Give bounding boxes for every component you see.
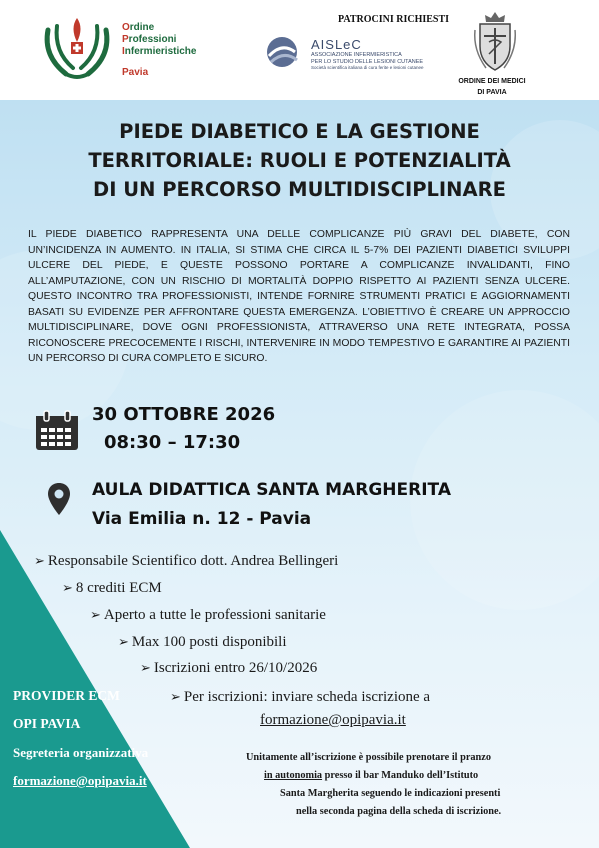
event-venue: AULA DIDATTICA SANTA MARGHERITA	[92, 480, 451, 500]
arrow-bullet-icon: ➢	[34, 553, 45, 568]
provider-name: OPI PAVIA	[13, 716, 81, 731]
ordine-medici-label	[440, 76, 544, 98]
bullet-text: Iscrizioni entro 26/10/2026	[153, 660, 318, 676]
opi-nurse-hands-logo	[40, 12, 114, 82]
title-line-1: PIEDE DIABETICO E LA GESTIONE	[119, 120, 480, 143]
aislec-name: AISLeC	[311, 37, 362, 52]
aislec-subtitle	[311, 52, 431, 72]
lunch-note-line-2-rest: presso il bar Manduko dell’Istituto	[322, 770, 479, 781]
bullet-item	[118, 634, 287, 651]
medical-crest-icon	[472, 10, 518, 74]
provider-secretariat: Segreteria organizzativa	[13, 745, 149, 760]
event-address: Via Emilia n. 12 - Pavia	[92, 509, 312, 529]
opi-line-3: Infermieristiche	[122, 46, 197, 57]
event-title	[20, 117, 579, 204]
aislec-logo-icon	[262, 34, 308, 70]
lunch-note-line-2	[240, 767, 580, 785]
bullet-text: Aperto a tutte le professioni sanitarie	[103, 607, 326, 623]
lunch-note-line-4: nella seconda pagina della scheda di iscrizione.	[296, 806, 502, 817]
opi-text	[122, 22, 196, 79]
ordine-medici-line-2: DI PAVIA	[477, 89, 507, 96]
arrow-bullet-icon: ➢	[140, 660, 151, 675]
title-line-3: DI UN PERCORSO MULTIDISCIPLINARE	[93, 178, 506, 201]
bullet-text: Responsabile Scientifico dott. Andrea Bellingeri	[47, 553, 339, 569]
opi-line-1: Ordine	[122, 22, 155, 33]
location-pin-icon	[47, 482, 71, 516]
aislec-sub-3: Società scientifica italiana di cura ferite e lesioni cutanee	[311, 65, 424, 70]
arrow-bullet-icon: ➢	[170, 689, 181, 704]
provider-title: PROVIDER ECM	[13, 688, 120, 703]
aislec-sub-1: ASSOCIAZIONE INFERMIERISTICA	[311, 52, 402, 58]
bullet-text: 8 crediti ECM	[75, 580, 162, 596]
bullet-text: Max 100 posti disponibili	[131, 634, 287, 650]
event-description: IL PIEDE DIABETICO RAPPRESENTA UNA DELLE COMPLICANZE PIÙ GRAVI DEL DIABETE, CON UN’INCIDENZA IN AUMENTO. IN ITALIA, SI STIMA CHE CIRCA IL 5-7% DEI PAZIENTI DIABETICI SVILUPPI ULCERE DEL PIEDE, E QUESTE POSSONO PORTARE A COMPLICANZE INVALIDANTI, FINO ALL’AMPUTAZIONE, CON UN RISCHIO DI MORTALITÀ DOPPIO RISPETTO AI PAZIENTI SENZA ULCERE. QUESTO INCONTRO TRA PROFESSIONISTI, INTENDE FORNIRE STRUMENTI PRATICI E AGGIORNAMENTI BASATI SU EVIDENZE PER AFFRONTARE QUESTA EMERGENZA. L’OBIETTIVO È CREARE UN APPROCCIO MULTIDISCIPLINARE, DOVE OGNI PROFESSIONISTA, ATTRAVERSO UNA RETE INTEGRATA, POSSA RICONOSCERE PRECOCEMENTE I RISCHI, INTERVENIRE IN MODO TEMPESTIVO E GARANTIRE AI PAZIENTI UN PERCORSO DI CURA COMPLETO E SICURO.	[28, 229, 570, 364]
registration-email-link[interactable]: formazione@opipavia.it	[260, 712, 406, 728]
lunch-note-line-1: Unitamente all’iscrizione è possibile prenotare il pranzo	[246, 752, 492, 763]
patrocini-heading: PATROCINI RICHIESTI	[338, 14, 450, 25]
bullet-item	[62, 580, 162, 597]
arrow-bullet-icon: ➢	[62, 580, 73, 595]
header	[0, 0, 599, 100]
bullet-text: Per iscrizioni: inviare scheda iscrizione a	[183, 689, 431, 705]
lunch-note-line-3: Santa Margherita seguendo le indicazioni presenti	[280, 788, 501, 799]
title-line-2: TERRITORIALE: RUOLI E POTENZIALITÀ	[88, 149, 511, 172]
opi-city: Pavia	[122, 67, 149, 78]
bullet-item	[170, 689, 430, 706]
bullet-item	[90, 607, 326, 624]
ordine-medici-line-1: ORDINE DEI MEDICI	[458, 78, 526, 85]
lunch-note-underlined: in autonomia	[264, 770, 323, 781]
aislec-sub-2: PER LO STUDIO DELLE LESIONI CUTANEE	[311, 58, 424, 65]
event-date: 30 OTTOBRE 2026	[92, 404, 276, 425]
lunch-note	[240, 749, 580, 821]
provider-email-link[interactable]: formazione@opipavia.it	[13, 773, 147, 788]
event-time: 08:30 – 17:30	[104, 432, 241, 453]
bullet-item	[140, 660, 317, 677]
arrow-bullet-icon: ➢	[90, 607, 101, 622]
opi-line-2: Professioni	[122, 34, 177, 45]
calendar-icon	[34, 410, 80, 452]
arrow-bullet-icon: ➢	[118, 634, 129, 649]
bullet-item	[34, 553, 338, 570]
